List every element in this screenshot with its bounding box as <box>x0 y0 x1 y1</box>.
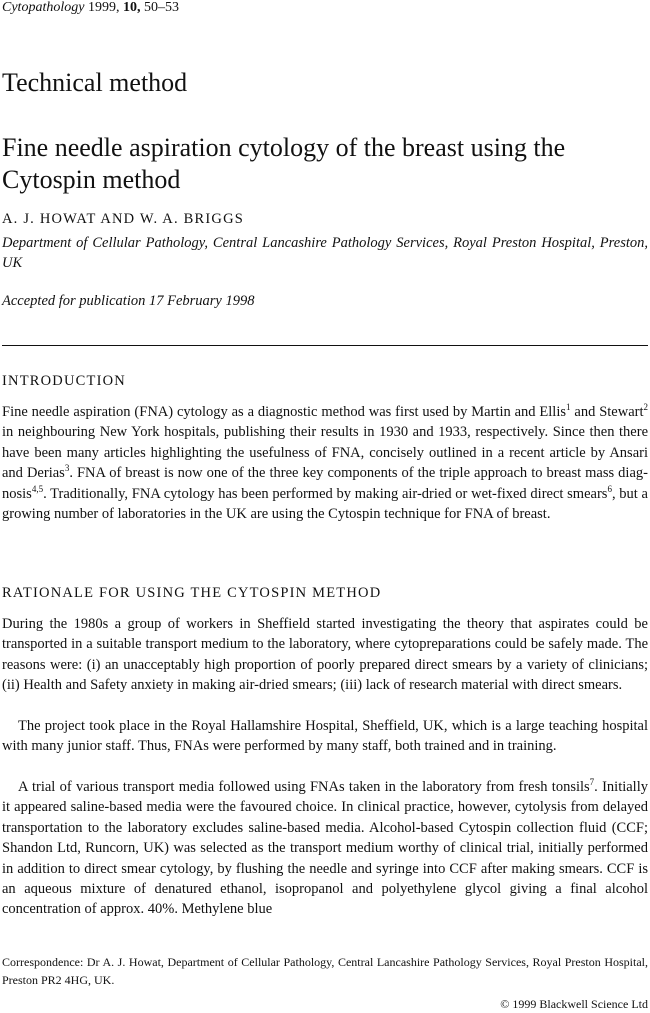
journal-year: 1999, <box>87 0 120 15</box>
intro-text-5: . Traditionally, FNA cytology has been performed by making air-dried or wet-fixed direct smears <box>43 485 608 502</box>
article-type-label: Technical method <box>2 68 188 97</box>
article-title: Fine needle aspiration cytology of the breast using the Cytospin method <box>2 133 566 194</box>
citation-ref: 7 <box>589 777 595 788</box>
journal-name: Cytopathology <box>2 0 85 15</box>
intro-text-3: in neighbouring New York hospitals, publishing their results in 1930 and 1933, respectively. Since then there have been many articles highlighting the usefulness of FNA, concisely outlined in a recent article by Ansari and Derias <box>2 424 648 482</box>
citation-ref: 1 <box>566 402 571 413</box>
correspondence-footnote: Correspondence: Dr A. J. Howat, Department of Cellular Pathology, Central Lancashire Pathology Services, Royal Preston Hospital, Preston PR2 4HG, UK. <box>2 955 648 987</box>
citation-ref: 6 <box>607 483 612 494</box>
intro-text-1: Fine needle aspiration (FNA) cytology as a diagnostic method was first used by Martin and Ellis <box>2 404 567 420</box>
rationale-paragraph-3 <box>2 777 648 920</box>
acceptance-date: Accepted for publication 17 February 1998 <box>2 293 255 309</box>
rationale-text-1: A trial of various transport media followed using FNAs taken in the laboratory from fresh tonsils <box>18 779 590 795</box>
rationale-text-2: . Initially it appeared saline-based media were the favoured choice. In clinical practice, however, cytolysis from delayed transportation to the laboratory excludes saline-based media. Alcohol-based Cytospin collection fluid (CCF; Shandon Ltd, Runcorn, UK) was selected as the transport medium worthy of clinical trial, initially performed in addition to direct smear cytology, by flushing the needle and syringe into CCF after making smears. CCF is an aqueous mixture of denatured ethanol, isopropanol and polyethylene glycol giving a final alcohol concentration of approx. 40%. Methylene blue <box>2 779 648 918</box>
journal-pages: 50–53 <box>143 0 179 15</box>
introduction-heading: INTRODUCTION <box>2 373 126 389</box>
journal-volume: 10, <box>122 0 141 15</box>
author-affiliation: Department of Cellular Pathology, Central Lancashire Pathology Services, Royal Preston Hospital, Preston, UK <box>2 235 648 271</box>
citation-ref: 4,5 <box>31 483 44 494</box>
rationale-paragraph-1: During the 1980s a group of workers in Sheffield started investigating the theory that aspirates could be transported in a suitable transport medium to the laboratory, where cytopreparations could be safely made. The reasons were: (i) an unacceptably high proportion of poorly prepared direct smears by a variety of clinicians; (ii) Health and Safety anxiety in making air-dried smears; (iii) lack of research material with direct smears. <box>2 616 648 694</box>
running-head <box>2 0 179 16</box>
introduction-paragraph <box>2 402 648 524</box>
copyright-notice: © 1999 Blackwell Science Ltd <box>500 997 648 1011</box>
intro-text-6: , but a growing number of laboratories in the UK are using the Cytospin technique for FNA of breast. <box>2 485 648 523</box>
citation-ref: 3 <box>64 463 70 474</box>
author-list: A. J. HOWAT AND W. A. BRIGGS <box>2 211 245 227</box>
rationale-paragraph-2: The project took place in the Royal Hallamshire Hospital, Sheffield, UK, which is a large teaching hospital with many junior staff. Thus, FNAs were performed by many staff, both trained and in training. <box>2 718 648 755</box>
rationale-heading: RATIONALE FOR USING THE CYTOSPIN METHOD <box>2 585 382 601</box>
citation-ref: 2 <box>643 402 649 413</box>
header-divider <box>2 345 648 346</box>
intro-text-4: . FNA of breast is now one of the three key components of the triple approach to breast mass diagnosis <box>2 465 648 502</box>
intro-text-2: and Stewart <box>570 404 644 420</box>
